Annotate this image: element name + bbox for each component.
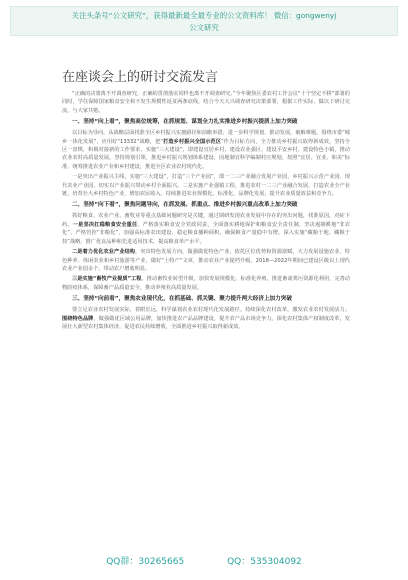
bold-phrase: 一是坚决扛稳粮食安全重任 bbox=[72, 221, 138, 228]
text-run: 以目标为导向，从战略层面找准全区乡村振兴实施路径和前瞻举措，进一步科学规划、推动发展。破解难题，围绕市委“城乡一体化发展”、应用好“13332”战略，把“ bbox=[62, 130, 350, 145]
intro-paragraph: “正确的决策离不开调查研究，正确的贯彻落实同样也离不开调查研究。”今年聚焦区委农村工作会议“十个坚定不移”部署的同时，学住保障国家粮食安全和不发生规模性返贫两条底线，结合今天大兴调查研究决策部署，根据工作实际，做以下研讨交流，与大家共勉。 bbox=[62, 91, 350, 114]
qq-group-text: QQ群：30265665 bbox=[106, 557, 185, 567]
section-2-paragraph-3 bbox=[62, 275, 350, 292]
section-3-heading: 三、坚持“向前看”，聚焦农业现代化，在抓基础、抓关键、聚力提升两大经济上加力突破 bbox=[72, 296, 292, 303]
bold-phrase: 二是着力优化农业产业结构 bbox=[72, 249, 135, 256]
bold-phrase: 围绕特色品牌 bbox=[62, 315, 94, 322]
section-1-paragraph-1 bbox=[62, 129, 350, 171]
text-run: 抓好粮食、农业产业、畜牧业等重点基础问题研究是关键，通过调研发现农业发展中存在的突出问题，找准原因，对症下药。 bbox=[62, 213, 350, 228]
promo-banner bbox=[10, 6, 398, 36]
banner-line-1: 关注头条号“公文研究”，获得最新最全最专业的公文资料库！ 微信：gongwenyj bbox=[71, 11, 337, 20]
document-title: 在座谈会上的研讨交流发言 bbox=[62, 70, 219, 85]
section-2-paragraph-1 bbox=[62, 212, 350, 246]
section-1-paragraph-2: 一是突出产业振兴主线，实施“三大建设”，打造“三个产业园”，即一二三产业融合发展产业园、乡村振兴示范产业园、现代农业产业园，切实以产业振兴带动乡村全面振兴。二是实施产业强镇工程，推进农村一二三产业融合发展，打造农业全产业链，培育壮大乡村特色产业，增加农民收入。持续推进农业规模化、标准化、品牌化发展，提升农业质量效益和竞争力。 bbox=[62, 174, 350, 198]
banner-line-2: 公文研究 bbox=[189, 23, 219, 32]
section-1-heading: 一、坚持“向上看”，聚焦高位统筹，在抓规划、谋划全力扎实推进乡村振兴提质上加力突破 bbox=[72, 119, 298, 126]
text-run: ，做强做优区域公用品牌，加快推进农产品品牌建设，提升农产品市场竞争力。深化农村集体产权制度改革，发展壮大新型农村集体经济，促进农民持续增收，全面推进乡村振兴取得新成效。 bbox=[62, 315, 350, 330]
section-3-paragraph-1 bbox=[62, 306, 350, 331]
text-run: 。严格落实粮食安全党政同责，全面落实耕地保护和粮食安全责任制，坚决遏制耕地“非农化”、严格管控“非粮化”，加强高标准农田建设，稳定粮食播种面积，确保粮食产量稳中有增。深入实施“藏粮于地、藏粮于技”战略，推广优良品种和先进适用技术，提高粮食单产水平。 bbox=[62, 221, 350, 245]
text-run: ”作为目标方向，全力推动乡村振兴取得新成效。坚持全区一盘棋，积极对接新的工作要求，实施“三大建设”，即建设宜居乡村、建设农业强区、建设平安乡村，建设特色小镇，推动农业农村高质量发展。坚持规划引领，推进乡村振兴规划体系建设，因地制宜科学编制村庄规划，按照“宜居、宜业、和美”标准，统筹推进农业产业和乡村建设，推进全区农业农村现代化。 bbox=[62, 138, 350, 170]
contact-footer bbox=[0, 554, 408, 567]
text-run: 。推动畜牧业转型升级，加快发展规模化、标准化养殖，推进畜禽粪污资源化利用，完善动物防疫体系，保障畜产品质量安全，推动养殖业高质量发展。 bbox=[62, 276, 350, 291]
section-2-paragraph-2 bbox=[62, 248, 350, 273]
text-run: 。突出特色发展方向，做强做优特色产业，依托区位优势和资源禀赋，大力发展设施农业、特色种养、休闲农业和乡村旅游等产业，做好“土特产”文章，推动农业产业提档升级。2018—2022年期间已建设区级以上现代农业产业园多个，带动农户增收明显。 bbox=[62, 249, 350, 272]
qq-contact-text: QQ：535304092 bbox=[227, 557, 302, 567]
document-body bbox=[62, 90, 350, 333]
section-2-heading: 二、坚持“向下看”，聚焦问题导向，在抓发展、抓重点、推进乡村振兴重点改革上加力突破 bbox=[72, 202, 298, 209]
bold-phrase: 打造乡村振兴全国示范区 bbox=[163, 138, 222, 145]
bold-phrase: 三是实施“畜牧产业提质”工程 bbox=[72, 276, 142, 283]
text-run: 要立足农业农村发展实际，着眼长远，科学谋划农业农村现代化发展路径。持续深化农村改革，激发农业农村发展活力。 bbox=[72, 307, 350, 314]
